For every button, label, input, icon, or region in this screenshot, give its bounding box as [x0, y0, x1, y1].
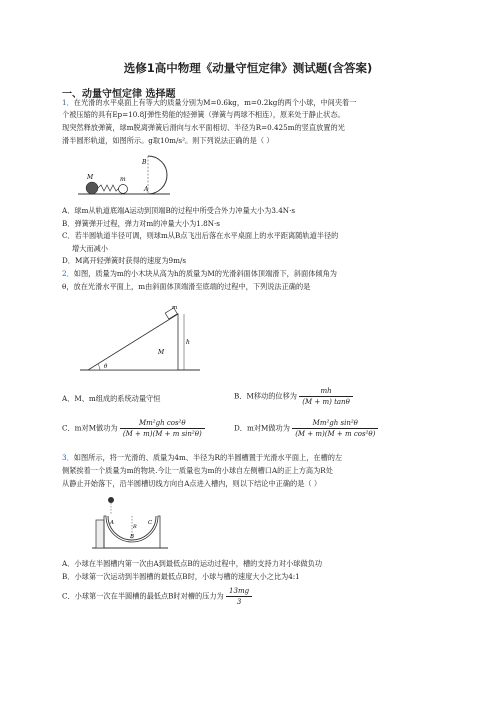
q2-label-m: m [172, 305, 178, 311]
q1-option-d: D．M离开轻弹簧时获得的速度为9m/s [62, 256, 187, 265]
q3-line-2: 侧紧挨着一个质量为m的物块.今让一质量也为m的小球自左侧槽口A的正上方高为R处 [62, 466, 333, 475]
q2-option-b-numerator: mh [299, 386, 353, 397]
q3-label-R: R [133, 524, 137, 530]
q1-label-m: m [120, 176, 126, 183]
q2-option-d-fraction [292, 418, 378, 439]
q2-label-M: M [158, 349, 165, 356]
q2-figure [80, 296, 200, 378]
q3-text-1: 如图所示，将一光滑的、质量为4m、半径为R的半圆槽置于光滑水平面上，在槽的左 [73, 453, 343, 462]
q2-line-2: θ，放在光滑水平面上，m由斜面体顶端滑至底端的过程中，下列说法正确的是 [62, 282, 311, 291]
q3-option-c-denominator: 3 [236, 598, 242, 606]
section-heading: 一、动量守恒定律 选择题 [62, 89, 176, 100]
document-title: 选修1高中物理《动量守恒定律》测试题(含答案) [123, 61, 373, 75]
q1-line-4: 滑半圆形轨道，如图所示。g取10m/s²。则下列说法正确的是（ ） [62, 136, 274, 145]
q2-option-c [62, 418, 205, 439]
q2-text-1: 如图，质量为m的小木块从高为h的质量为M的光滑斜面体顶端滑下，斜面体倾角为 [73, 269, 337, 278]
q1-text-1: 在光滑的水平桌面上有等大的质量分别为M=0.6kg，m=0.2kg的两个小球，中间夹着一 [73, 98, 357, 107]
q1-option-c: C．若半圆轨道半径可调，则球m从B点飞出后落在水平桌面上的水平距离随轨道半径的 [62, 231, 339, 240]
q1-option-c-cont: 增大而减小 [72, 244, 108, 253]
q2-label-theta: θ [104, 364, 108, 370]
q1-line-1 [62, 98, 356, 108]
q3-label-C: C [148, 520, 153, 526]
q3-number: 3． [62, 453, 74, 462]
q3-line-1 [62, 453, 342, 463]
q2-option-c-label: C．m对M做功为 [62, 423, 118, 433]
q2-option-c-fraction [120, 418, 205, 439]
q3-option-c [62, 586, 252, 607]
q2-option-c-denominator: (M + m)(M + m sin²θ) [122, 430, 202, 438]
q3-figure [92, 492, 168, 552]
q2-option-c-numerator: Mm²gh cos²θ [120, 418, 205, 429]
q1-figure [78, 150, 188, 200]
q1-option-b: B．弹簧弹开过程，弹力对m的冲量大小为1.8N·s [62, 219, 220, 228]
q3-option-a: A．小球在半圆槽内第一次由A到最低点B的运动过程中，槽的支持力对小球做负功 [62, 559, 323, 568]
q3-option-c-label: C．小球第一次在半圆槽的最低点B时对槽的压力为 [62, 591, 224, 601]
q2-option-b-fraction [299, 386, 353, 407]
q1-option-a: A．球m从轨道底端A运动到顶端B的过程中所受合外力冲量大小为3.4N·s [62, 206, 296, 215]
q2-option-b-label: B．M移动的位移为 [234, 391, 297, 401]
q2-number: 2． [62, 269, 74, 278]
q2-option-b-denominator: (M + m) tanθ [302, 398, 350, 406]
q1-label-A: A [144, 186, 149, 193]
q1-label-B: B [142, 159, 147, 166]
q1-number: 1． [62, 98, 74, 107]
q1-label-M: M [87, 174, 94, 181]
q2-option-d [234, 418, 378, 439]
q2-option-d-numerator: Mm²gh sin²θ [292, 418, 378, 429]
q3-option-c-fraction [226, 586, 252, 607]
q2-option-a: A．M、m组成的系统动量守恒 [62, 394, 161, 403]
q1-line-2: 个被压缩的具有Ep=10.8J弹性势能的轻弹簧（弹簧与两球不相连），原来处于静止状态。 [62, 110, 345, 119]
q3-option-c-numerator: 13mg [226, 586, 252, 597]
q3-label-A: A [110, 520, 114, 526]
q2-label-h: h [186, 339, 190, 346]
q2-line-1 [62, 269, 337, 279]
q3-option-b: B．小球第一次运动到半圆槽的最低点B时，小球与槽的速度大小之比为4:1 [62, 572, 300, 581]
q2-option-d-label: D．m对M做功为 [234, 423, 290, 433]
q2-option-b [234, 386, 353, 407]
q2-option-d-denominator: (M + m)(M + m cos²θ) [295, 430, 376, 438]
q3-label-B: B [130, 534, 135, 540]
q3-line-3: 从静止开始落下，沿半圆槽切线方向自A点进入槽内，则以下结论中正确的是（ ） [62, 479, 322, 488]
q1-line-3: 现突然释放弹簧，球m脱离弹簧后滑向与水平面相切、半径为R=0.425m的竖直放置的光 [62, 123, 345, 132]
